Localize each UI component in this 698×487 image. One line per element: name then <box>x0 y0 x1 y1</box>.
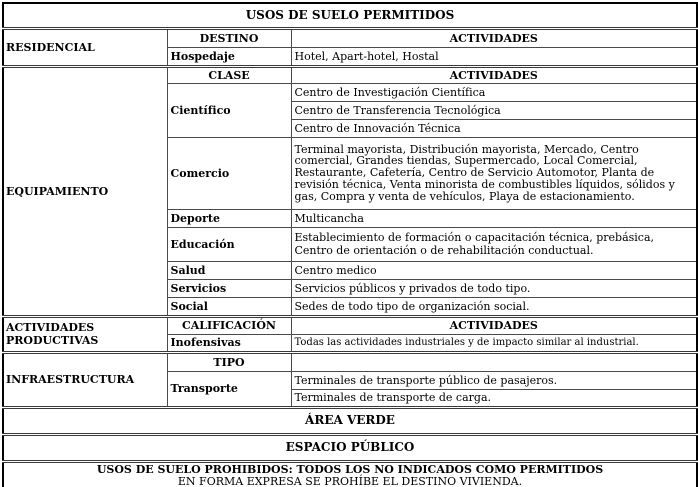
row-espacio-publico: ESPACIO PÚBLICO <box>3 434 697 461</box>
cell-educacion-activities: Establecimiento de formación o capacitación técnica, prebásica, Centro de orientación o de rehabilitación conductual. <box>291 227 697 261</box>
title-row <box>3 3 697 28</box>
prohibidos-title: USOS DE SUELO PROHIBIDOS: TODOS LOS NO INDICADOS COMO PERMITIDOS <box>96 462 604 476</box>
prohibidos-note: EN FORMA EXPRESA SE PROHÍBE EL DESTINO VIVIENDA. <box>177 474 523 487</box>
table-title: USOS DE SUELO PERMITIDOS <box>3 3 697 28</box>
row-inofensivas-name: Inofensivas <box>167 334 291 352</box>
column-header-calificacion: CALIFICACIÓN <box>167 316 291 334</box>
column-header-actividades-infraestructura <box>291 352 697 371</box>
row-social-name: Social <box>167 297 291 316</box>
cell-cientifico-activity-3: Centro de Innovación Técnica <box>291 119 697 137</box>
row-educacion-name: Educación <box>167 227 291 261</box>
row-servicios-name: Servicios <box>167 279 291 297</box>
section-label-residencial: RESIDENCIAL <box>3 28 167 66</box>
espacio-publico-row <box>3 434 697 461</box>
row-area-verde: ÁREA VERDE <box>3 407 697 434</box>
row-salud-name: Salud <box>167 261 291 279</box>
cell-social-activities: Sedes de todo tipo de organización social. <box>291 297 697 316</box>
cell-transporte-activity-2: Terminales de transporte de carga. <box>291 389 697 407</box>
cell-cientifico-activity-1: Centro de Investigación Científica <box>291 83 697 101</box>
section-label-infraestructura: INFRAESTRUCTURA <box>3 352 167 407</box>
cell-servicios-activities: Servicios públicos y privados de todo tipo. <box>291 279 697 297</box>
cell-cientifico-activity-2: Centro de Transferencia Tecnológica <box>291 101 697 119</box>
residencial-header-row <box>3 28 697 47</box>
actividades-productivas-header-row <box>3 316 697 334</box>
cell-comercio-activities: Terminal mayorista, Distribución mayorista, Mercado, Centro comercial, Grandes tiendas, Supermercado, Local Comercial, Restaurante, Cafetería, Centro de Servicio Automotor, Planta de revisión técnica, Venta minorista de combustibles líquidos, sólidos y gas, Compra y venta de vehículos, Playa de estacionamiento. <box>291 137 697 209</box>
prohibidos-row <box>3 461 697 487</box>
column-header-clase: CLASE <box>167 66 291 83</box>
section-label-equipamiento: EQUIPAMIENTO <box>3 66 167 316</box>
column-header-actividades-equipamiento: ACTIVIDADES <box>291 66 697 83</box>
cell-deporte-activities: Multicancha <box>291 209 697 227</box>
column-header-actividades-productivas: ACTIVIDADES <box>291 316 697 334</box>
section-label-actividades-productivas: ACTIVIDADES PRODUCTIVAS <box>3 316 167 352</box>
row-transporte-name: Transporte <box>167 371 291 407</box>
area-verde-row <box>3 407 697 434</box>
land-use-table <box>2 2 698 487</box>
infraestructura-header-row <box>3 352 697 371</box>
equipamiento-header-row <box>3 66 697 83</box>
cell-hospedaje-activities: Hotel, Apart-hotel, Hostal <box>291 47 697 66</box>
row-hospedaje-name: Hospedaje <box>167 47 291 66</box>
row-comercio-name: Comercio <box>167 137 291 209</box>
column-header-actividades-residencial: ACTIVIDADES <box>291 28 697 47</box>
cell-transporte-activity-1: Terminales de transporte público de pasajeros. <box>291 371 697 389</box>
row-deporte-name: Deporte <box>167 209 291 227</box>
column-header-tipo: TIPO <box>167 352 291 371</box>
cell-inofensivas-activities: Todas las actividades industriales y de impacto similar al industrial. <box>291 334 697 352</box>
row-cientifico-name: Científico <box>167 83 291 137</box>
column-header-destino: DESTINO <box>167 28 291 47</box>
row-prohibidos <box>3 461 697 487</box>
cell-salud-activities: Centro medico <box>291 261 697 279</box>
